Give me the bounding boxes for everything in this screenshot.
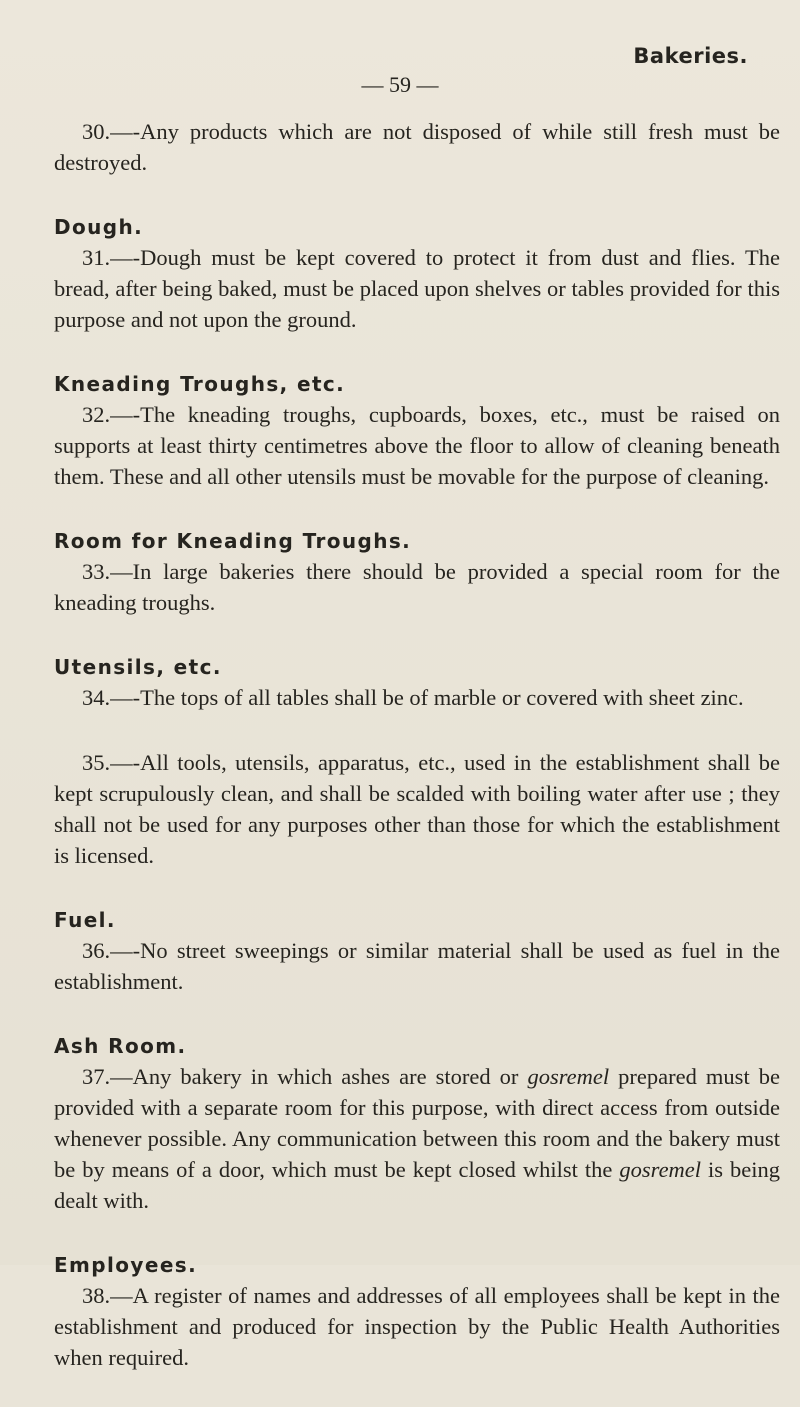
- paragraph-32: 32.—-The kneading troughs, cupboards, boxes, etc., must be raised on supports at least thirty centimetres above the floor to allow of cleaning beneath them. These and all other utensils must be movable for the purpose of cleaning.: [54, 402, 780, 489]
- section-heading: Room for Kneading Troughs.: [54, 529, 412, 553]
- section-heading: Dough.: [54, 215, 144, 239]
- section-employees: [54, 1250, 780, 1373]
- intro-section: [54, 116, 780, 178]
- paragraph-31: 31.—-Dough must be kept covered to protect it from dust and flies. The bread, after being baked, must be placed upon shelves or tables provided for this purpose and not upon the ground.: [54, 245, 780, 332]
- section-dough: [54, 212, 780, 335]
- paragraph-34: 34.—-The tops of all tables shall be of marble or covered with sheet zinc.: [82, 685, 744, 710]
- paragraph-36: 36.—-No street sweepings or similar material shall be used as fuel in the establishment.: [54, 938, 780, 994]
- section-kneading-troughs: [54, 369, 780, 492]
- paragraph-38: 38.—A register of names and addresses of all employees shall be kept in the establishment and produced for inspection by the Public Health Authorities when required.: [54, 1283, 780, 1370]
- page-body: [54, 116, 780, 1407]
- paragraph-37: 37.—Any bakery in which ashes are stored or gosremel prepared must be provided with a separate room for this purpose, with direct access from outside whenever possible. Any communication between this room and the bakery must be by means of a door, which must be kept closed whilst the gosremel is being dealt with.: [54, 1064, 781, 1213]
- paragraph-gap: [54, 713, 780, 747]
- section-heading: Employees.: [54, 1253, 198, 1277]
- section-utensils: [54, 652, 780, 871]
- section-room-for-kneading-troughs: [54, 526, 780, 618]
- paragraph-35: 35.—-All tools, utensils, apparatus, etc., used in the establishment shall be kept scrupulously clean, and shall be scalded with boiling water after use ; they shall not be used for any purposes other than those for which the establishment is licensed.: [54, 750, 780, 868]
- paragraph-33: 33.—In large bakeries there should be provided a special room for the kneading troughs.: [54, 559, 780, 615]
- section-ash-room: [54, 1031, 780, 1216]
- page-number: — 59 —: [361, 72, 439, 97]
- section-heading: Fuel.: [54, 908, 116, 932]
- section-heading: Ash Room.: [54, 1034, 187, 1058]
- italic-term: gosremel: [619, 1157, 702, 1182]
- running-head: Bakeries.: [633, 44, 748, 68]
- paragraph-30: 30.—-Any products which are not disposed of while still fresh must be destroyed.: [54, 119, 780, 175]
- section-heading: Kneading Troughs, etc.: [54, 372, 346, 396]
- section-heading: Utensils, etc.: [54, 655, 222, 679]
- italic-term: gosremel: [527, 1064, 610, 1089]
- section-fuel: [54, 905, 780, 997]
